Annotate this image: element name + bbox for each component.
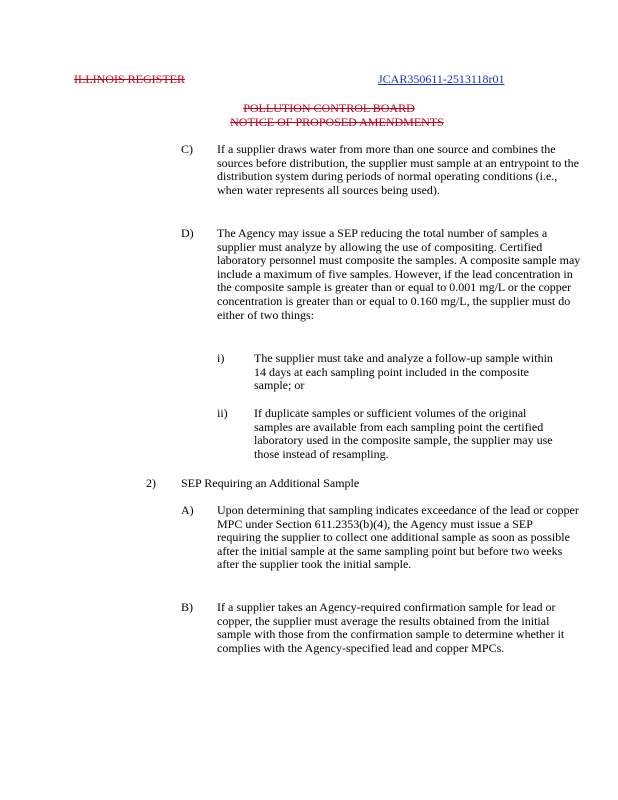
header-left: ILLINOIS REGISTER xyxy=(74,72,185,86)
item-D-ii-label: ii) xyxy=(217,406,228,420)
item-D-text: The Agency may issue a SEP reducing the total number of samples a supplier must analyze by allowing the use of compositing. Certified laboratory personnel must composite the samples. A composite sample may include a maximum of five samples. However, if the lead concentration in the composite sample is greater than or equal to 0.001 mg/L or the copper concentration is greater than or equal to 0.160 mg/L, the supplier must do either of two things: xyxy=(217,226,581,322)
item-C-text: If a supplier draws water from more than one source and combines the sources before distribution, the supplier must sample at an entrypoint to the distribution system during periods of normal operating conditions (i.e., when water represents all sources being used). xyxy=(217,142,579,197)
header-title-2: NOTICE OF PROPOSED AMENDMENTS xyxy=(230,115,444,129)
item-A-label: A) xyxy=(181,503,194,517)
item-D-i-text: The supplier must take and analyze a follow-up sample within 14 days at each sampling point included in the composite sample; or xyxy=(254,351,553,393)
item-D-i-label: i) xyxy=(217,351,225,365)
header-title-1: POLLUTION CONTROL BOARD xyxy=(243,101,415,115)
item-B-label: B) xyxy=(181,600,193,614)
item-C-label: C) xyxy=(181,142,193,156)
item-D-ii-text: If duplicate samples or sufficient volumes of the original samples are available from each sampling point the certified laboratory used in the composite sample, the supplier may use those instead of resampling. xyxy=(254,406,553,461)
item-2-label: 2) xyxy=(146,476,156,490)
header-right[interactable]: JCAR350611-2513118r01 xyxy=(378,72,505,86)
item-A-text: Upon determining that sampling indicates exceedance of the lead or copper MPC under Section 611.2353(b)(4), the Agency must issue a SEP requiring the supplier to collect one additional sample as soon as possible after the initial sample at the same sampling point but before two weeks after the supplier took the initial sample. xyxy=(217,503,579,572)
item-D-label: D) xyxy=(181,226,194,240)
item-2-text: SEP Requiring an Additional Sample xyxy=(181,476,360,490)
item-B-text: If a supplier takes an Agency-required confirmation sample for lead or copper, the supplier must average the results obtained from the initial sample with those from the confirmation sample to determine whether it complies with the Agency-specified lead and copper MPCs. xyxy=(217,600,565,655)
